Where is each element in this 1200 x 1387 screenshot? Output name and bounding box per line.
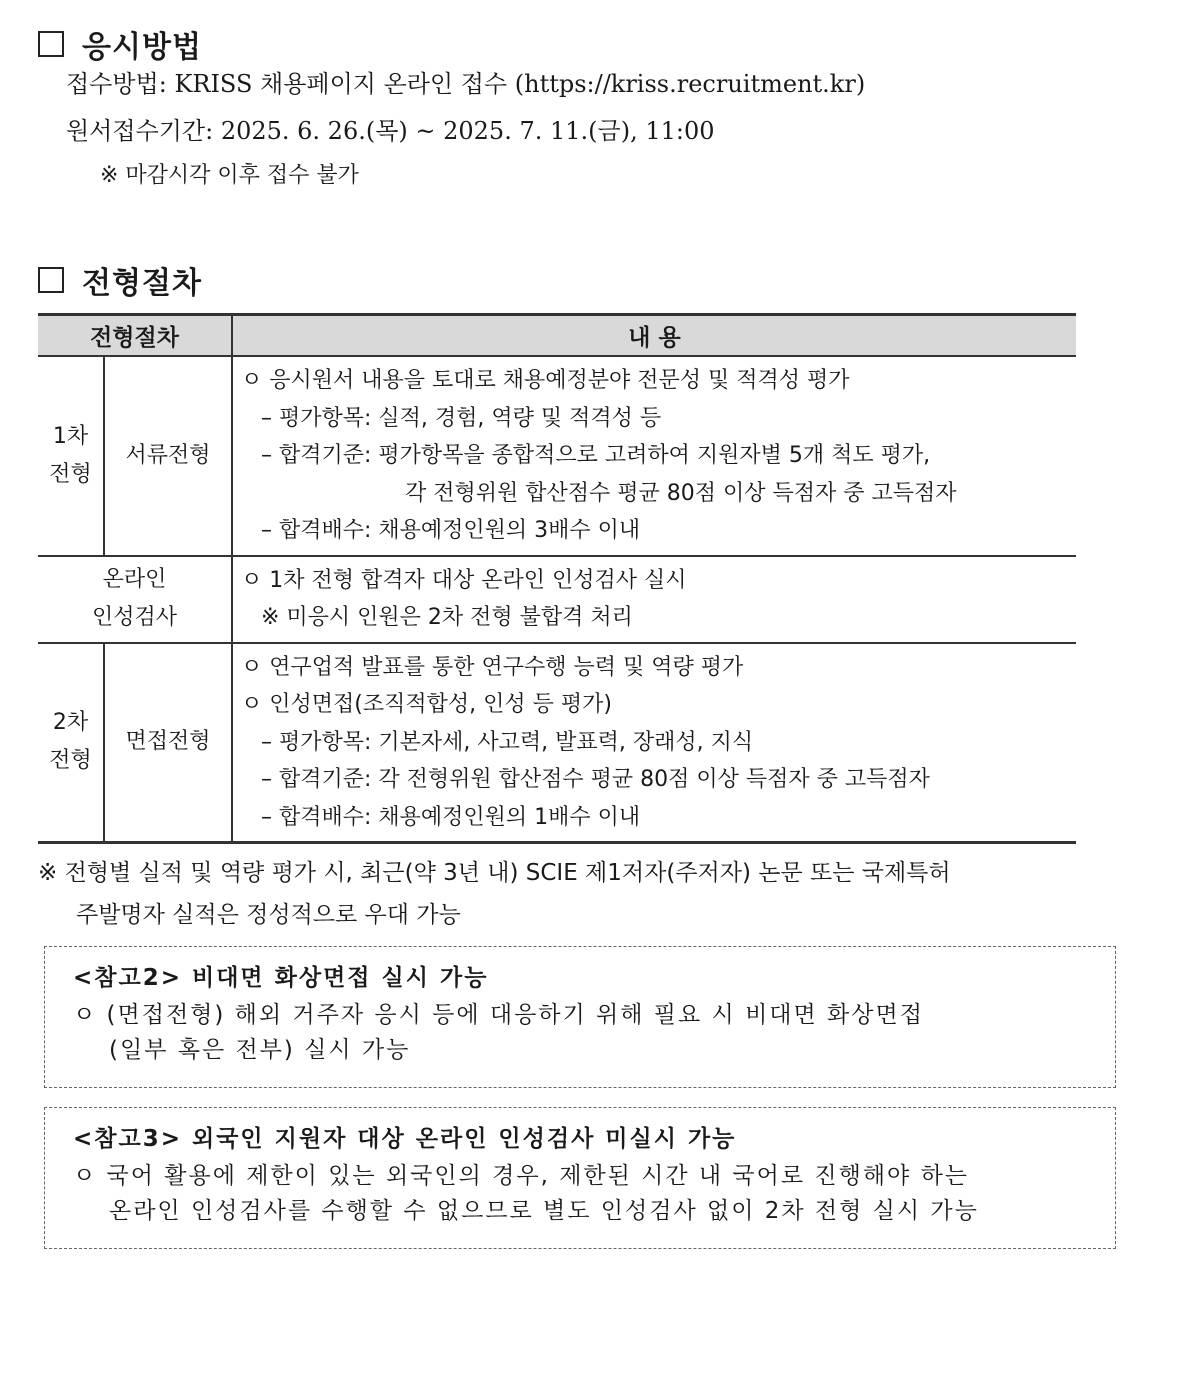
stage-content (232, 356, 1076, 556)
content-line: – 합격기준: 평가항목을 종합적으로 고려하여 지원자별 5개 척도 평가, (261, 443, 931, 468)
section-title: 전형절차 (82, 266, 202, 301)
stage-label (38, 643, 104, 843)
footnote-line: ※ 전형별 실적 및 역량 평가 시, 최근(약 3년 내) SCIE 제1저자(주저자) 논문 또는 국제특허 (38, 860, 951, 886)
stage-type: 서류전형 (104, 356, 232, 556)
deadline-note: ※ 마감시각 이후 접수 불가 (100, 163, 359, 188)
table-row-document-screening (38, 356, 1076, 556)
column-header-procedure: 전형절차 (38, 315, 232, 357)
stage-label (38, 556, 232, 643)
stage-label-line: 전형 (49, 461, 92, 487)
stage-label-line: 인성검사 (91, 605, 177, 630)
stage-label-line: 1차 (52, 423, 89, 449)
footnote-line: 주발명자 실적은 정성적으로 우대 가능 (76, 902, 461, 928)
application-method-text: 접수방법: KRISS 채용페이지 온라인 접수 (https://kriss.recruitment.kr) (66, 70, 866, 98)
checkbox-square-icon (38, 267, 64, 293)
content-line: 각 전형위원 합산점수 평균 80점 이상 득점자 중 고득점자 (405, 480, 957, 506)
reference-line: ㅇ 국어 활용에 제한이 있는 외국인의 경우, 제한된 시간 내 국어로 진행해야 하는 (73, 1163, 970, 1189)
table-row-interview (38, 643, 1076, 843)
reference-title: <참고3> 외국인 지원자 대상 온라인 인성검사 미실시 가능 (73, 1126, 737, 1152)
column-header-content: 내 용 (232, 315, 1076, 357)
section-title: 응시방법 (82, 30, 202, 65)
reference-body (73, 998, 1095, 1068)
application-period-text: 원서접수기간: 2025. 6. 26.(목) ~ 2025. 7. 11.(금), 11:00 (66, 117, 715, 145)
application-method-item (66, 64, 865, 99)
content-line: ㅇ 응시원서 내용을 토대로 채용예정분야 전문성 및 적격성 평가 (241, 368, 850, 393)
section-heading-application-method (38, 22, 202, 66)
reference-line: 온라인 인성검사를 수행할 수 없으므로 별도 인성검사 없이 2차 전형 실시 가능 (109, 1198, 979, 1224)
section-heading-selection-procedure (38, 258, 202, 302)
stage-label-line: 2차 (52, 710, 89, 736)
content-line: ㅇ 1차 전형 합격자 대상 온라인 인성검사 실시 (241, 567, 687, 593)
content-line: – 평가항목: 기본자세, 사고력, 발표력, 장래성, 지식 (261, 729, 754, 755)
content-line: – 합격기준: 각 전형위원 합산점수 평균 80점 이상 득점자 중 고득점자 (261, 767, 930, 792)
content-line: – 평가항목: 실적, 경험, 역량 및 적격성 등 (261, 405, 662, 431)
reference-box-video-interview (44, 946, 1116, 1088)
evaluation-footnote (38, 852, 951, 936)
stage-label-line: 전형 (49, 748, 92, 774)
stage-content (232, 643, 1076, 843)
content-line: – 합격배수: 채용예정인원의 1배수 이내 (261, 804, 641, 830)
stage-label (38, 356, 104, 556)
content-line: ㅇ 연구업적 발표를 통한 연구수행 능력 및 역량 평가 (241, 654, 744, 680)
content-line: ※ 미응시 인원은 2차 전형 불합격 처리 (261, 605, 633, 630)
stage-content (232, 556, 1076, 643)
content-line: ㅇ 인성면접(조직적합성, 인성 등 평가) (241, 692, 612, 717)
checkbox-square-icon (38, 31, 64, 57)
content-line: – 합격배수: 채용예정인원의 3배수 이내 (261, 518, 641, 543)
reference-box-foreign-applicants (44, 1107, 1116, 1249)
table-row-online-personality-test (38, 556, 1076, 643)
reference-body (73, 1159, 1095, 1229)
reference-title: <참고2> 비대면 화상면접 실시 가능 (73, 965, 489, 991)
stage-label-line: 온라인 (102, 567, 167, 592)
selection-procedure-table (38, 313, 1076, 844)
stage-type: 면접전형 (104, 643, 232, 843)
application-period-item (66, 111, 715, 146)
reference-line: (일부 혹은 전부) 실시 가능 (109, 1037, 411, 1063)
reference-line: ㅇ (면접전형) 해외 거주자 응시 등에 대응하기 위해 필요 시 비대면 화상면접 (73, 1002, 924, 1028)
